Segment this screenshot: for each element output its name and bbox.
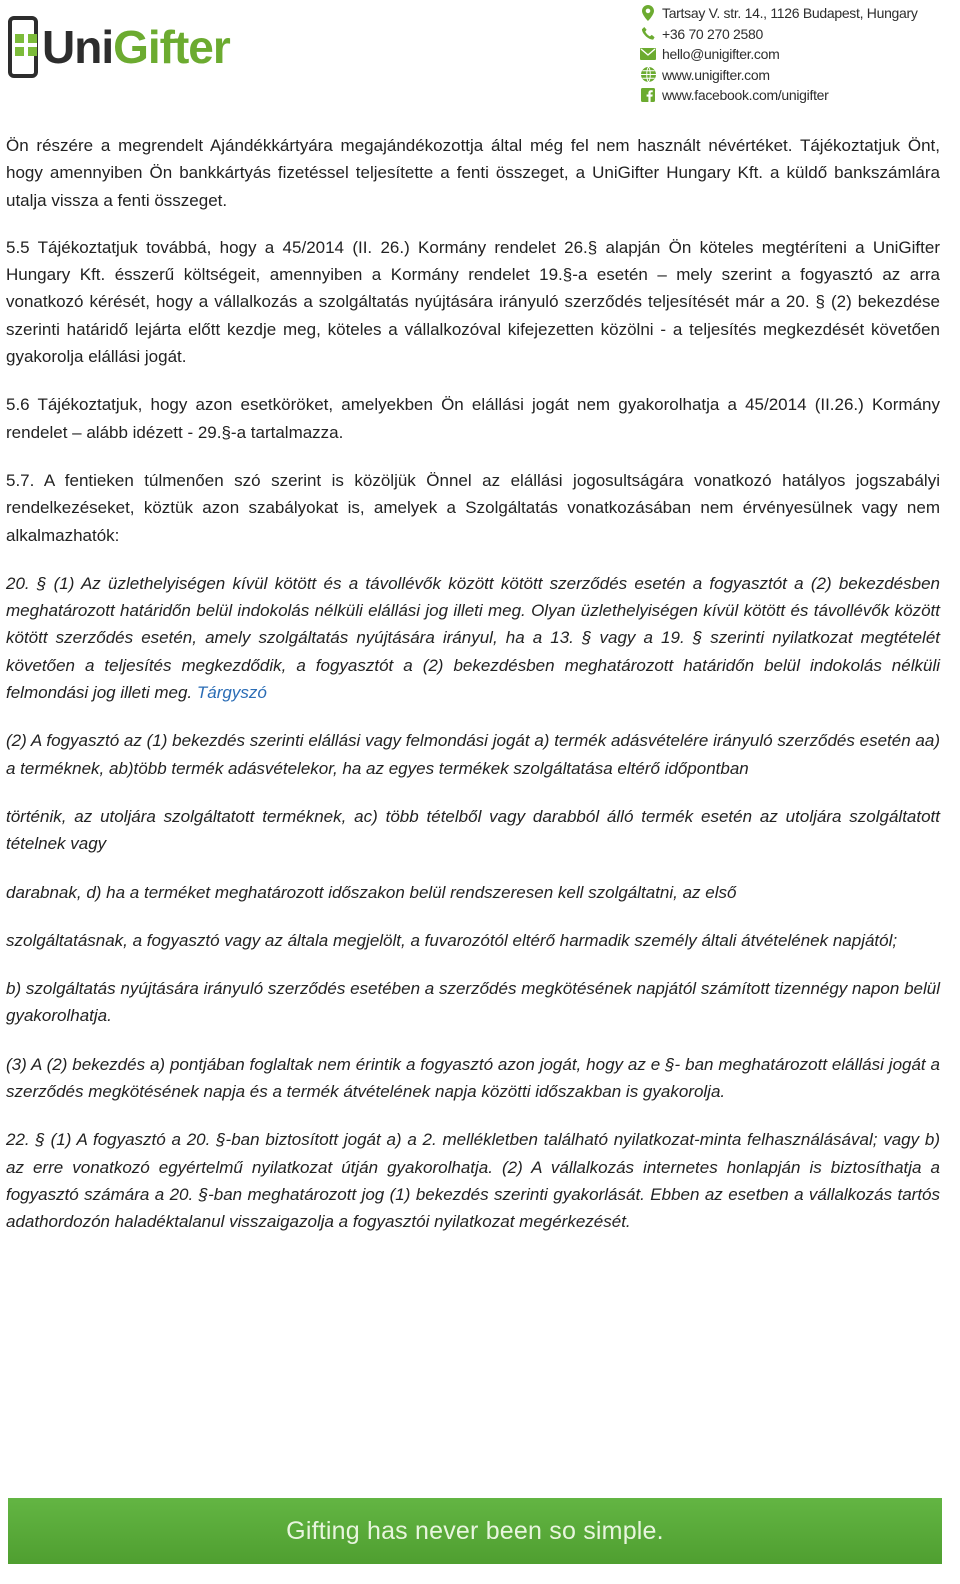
facebook-text[interactable]: www.facebook.com/unigifter — [662, 87, 829, 104]
document-body — [6, 132, 940, 1257]
law-section-20-1 — [6, 570, 940, 706]
phone-gift-icon — [8, 16, 38, 78]
law-section-20-2-cont-3: szolgáltatásnak, a fogyasztó vagy az általa megjelölt, a fuvarozótól eltérő harmadik személy általi átvételének napjától; — [6, 930, 898, 950]
paragraph-5-7: 5.7. A fentieken túlmenően szó szerint is közöljük Önnel az elállási jogosultságára vonatkozó hatályos jogszabályi rendelkezéseket, köztük azon szabályokat is, amelyek a Szolgáltatás vonatkozásában nem érvényesülnek vagy nem alkalmazhatók: — [6, 470, 940, 545]
paragraph-5-5: 5.5 Tájékoztatjuk továbbá, hogy a 45/2014 (II. 26.) Kormány rendelet 26.§ alapján Ön köteles megtéríteni a UniGifter Hungary Kft. ésszerű költségeit, amennyiben a Kormány rendelet 19.§-a esetén – mely szerint a fogyasztó az arra vonatkozó kérését, hogy a vállalkozás a szolgáltatás nyújtására irányuló szerződés teljesítését már a 20. § (2) bekezdése szerinti határidő lejárta előtt kezdje meg, köteles a vállalkozóval kifejezetten közölni - a teljesítés megkezdését követően gyakorolja elállási jogát. — [6, 237, 940, 367]
contact-list — [640, 3, 955, 106]
address-text: Tartsay V. str. 14., 1126 Budapest, Hungary — [662, 5, 918, 22]
paragraph-5-6: 5.6 Tájékoztatjuk, hogy azon esetköröket, amelyekben Ön elállási jogát nem gyakorolhatja a 45/2014 (II.26.) Kormány rendelet – alább idézett - 29.§-a tartalmazza. — [6, 395, 940, 442]
contact-phone — [640, 24, 955, 45]
phone-icon — [640, 26, 656, 42]
location-pin-icon — [640, 5, 656, 21]
paragraph-refund: Ön részére a megrendelt Ajándékkártyára megajándékozottja által még fel nem használt névértéket. Tájékoztatjuk Önt, hogy amennyiben Ön bankkártyás fizetéssel teljesítette a fenti összeget, a UniGifter Hungary Kft. a küldő bankszámlára utalja vissza a fenti összeget. — [6, 136, 940, 210]
globe-icon — [640, 67, 656, 83]
contact-email — [640, 44, 955, 65]
contact-website — [640, 65, 955, 86]
contact-facebook — [640, 85, 955, 106]
footer-tagline: Gifting has never been so simple. — [286, 1516, 664, 1545]
phone-text[interactable]: +36 70 270 2580 — [662, 25, 763, 42]
law-section-20-2-b: b) szolgáltatás nyújtására irányuló szerződés esetében a szerződés megkötésének napjától számított tizennégy napon belül gyakorolhatja. — [6, 979, 940, 1026]
email-text[interactable]: hello@unigifter.com — [662, 46, 780, 63]
letterhead — [0, 0, 960, 112]
law-section-20-2-cont-2: darabnak, d) ha a terméket meghatározott időszakon belül rendszeresen kell szolgáltatni, az első — [6, 882, 737, 902]
email-icon — [640, 46, 656, 62]
footer-banner — [8, 1498, 942, 1564]
law-section-20-3: (3) A (2) bekezdés a) pontjában foglaltak nem érintik a fogyasztó azon jogát, hogy az e §- ban meghatározott elállási jogát a szerződés megkötésének napja és a termék átvételének napja közötti időszakban is gyakorolja. — [6, 1054, 940, 1102]
law-section-20-1-text: 20. § (1) Az üzlethelyiségen kívül kötött és a távollévők között kötött szerződés esetén a fogyasztót a (2) bekezdésben meghatározott határidőn belül indokolás nélküli elállási jog illeti meg. Olyan üzlethelyiségen kívül kötött és távollévők között kötött szerződés esetén, amely szolgáltatás nyújtására irányul, ha a 13. § vagy a 19. § szerinti nyilatkozat megtételét követően a teljesítés megkezdődik, a fogyasztót a (2) bekezdésben meghatározott határidőn belül indokolás nélküli felmondási jog illeti meg. — [6, 573, 940, 703]
facebook-icon — [640, 87, 656, 103]
contact-address — [640, 3, 955, 24]
law-section-20-2-cont-1: történik, az utoljára szolgáltatott terméknek, ac) több tételből vagy darabból álló termék esetén az utoljára szolgáltatott tételnek vagy — [6, 806, 940, 854]
unigifter-logo — [8, 16, 230, 78]
brand-name: UniGifter — [42, 21, 230, 73]
website-text[interactable]: www.unigifter.com — [662, 66, 770, 83]
keyword-link[interactable]: Tárgyszó — [196, 683, 267, 703]
law-section-20-2: (2) A fogyasztó az (1) bekezdés szerinti elállási vagy felmondási jogát a) termék adásvételére irányuló szerződés esetén aa) a terméknek, ab)több termék adásvételekor, ha az egyes termékek szolgáltatása eltérő időpontban — [6, 731, 940, 778]
law-section-22: 22. § (1) A fogyasztó a 20. §-ban biztosított jogát a) a 2. mellékletben található nyilatkozat-minta felhasználásával; vagy b) az erre vonatkozó egyértelmű nyilatkozat útján gyakorolhatja. (2) A vállalkozás internetes honlapján is biztosíthatja a fogyasztó számára a 20. §-ban meghatározott jog (1) bekezdés szerinti gyakorlását. Ebben az esetben a vállalkozás tartós adathordozón haladéktalanul visszaigazolja a fogyasztói nyilatkozat megérkezését. — [6, 1130, 940, 1232]
